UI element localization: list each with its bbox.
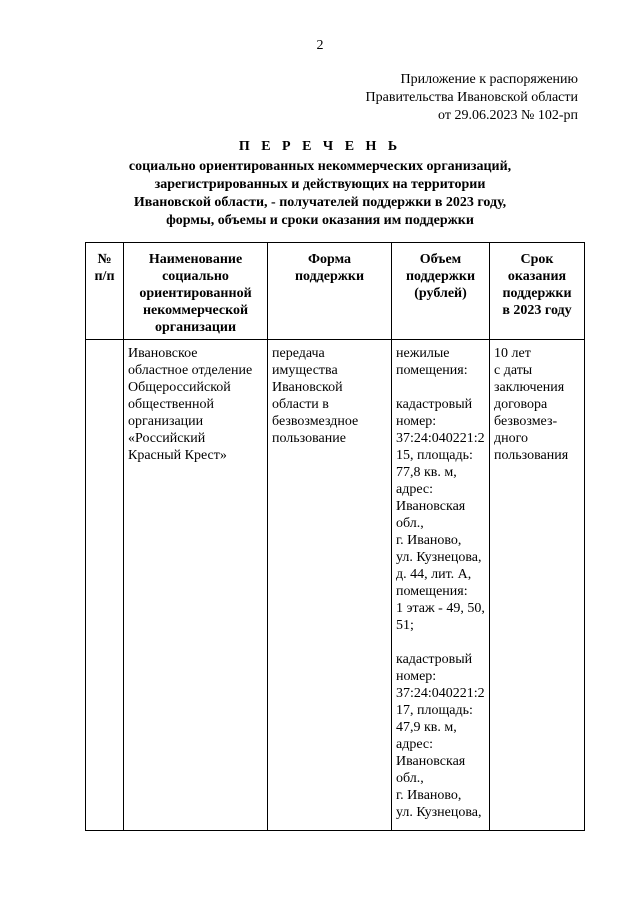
title-line-4: формы, объемы и сроки оказания им поддержки — [166, 213, 474, 228]
header-support-volume: Объем поддержки (рублей) — [392, 243, 490, 340]
organizations-table — [85, 242, 585, 831]
appendix-line-1: Приложение к распоряжению — [400, 72, 578, 87]
table-header-row — [86, 243, 585, 340]
title-line-2: зарегистрированных и действующих на территории — [154, 177, 486, 192]
title-heading: П Е Р Е Ч Е Н Ь — [238, 139, 402, 154]
header-num: № п/п — [86, 243, 124, 340]
header-support-form: Форма поддержки — [268, 243, 392, 340]
document-title — [0, 138, 640, 230]
header-support-term: Срок оказания поддержки в 2023 году — [490, 243, 585, 340]
cell-support-term: 10 лет с даты заключения договора безвозмез- дного пользования — [490, 340, 585, 831]
cell-support-volume: нежилые помещения: кадастровый номер: 37:24:040221:2 15, площадь: 77,8 кв. м, адрес: Ивановская обл., г. Иваново, ул. Кузнецова, д. 44, лит. А, помещения: 1 этаж - 49, 50, 51; кадастровый номер: 37:24:040221:2 17, площадь: 47,9 кв. м, адрес: Ивановская обл., г. Иваново, ул. Кузнецова, — [392, 340, 490, 831]
appendix-line-2: Правительства Ивановской области — [365, 90, 578, 105]
title-line-1: социально ориентированных некоммерческих организаций, — [128, 159, 512, 174]
cell-support-form: передача имущества Ивановской области в безвозмездное пользование — [268, 340, 392, 831]
cell-num — [86, 340, 124, 831]
appendix-reference — [366, 71, 578, 125]
table-row — [86, 340, 585, 831]
appendix-line-3: от 29.06.2023 № 102-рп — [438, 108, 578, 123]
cell-organization-name: Ивановское областное отделение Общероссийской общественной организации «Российский Красный Крест» — [124, 340, 268, 831]
header-organization-name: Наименование социально ориентированной некоммерческой организации — [124, 243, 268, 340]
page-number: 2 — [316, 38, 324, 53]
title-line-3: Ивановской области, - получателей поддержки в 2023 году, — [133, 195, 507, 210]
